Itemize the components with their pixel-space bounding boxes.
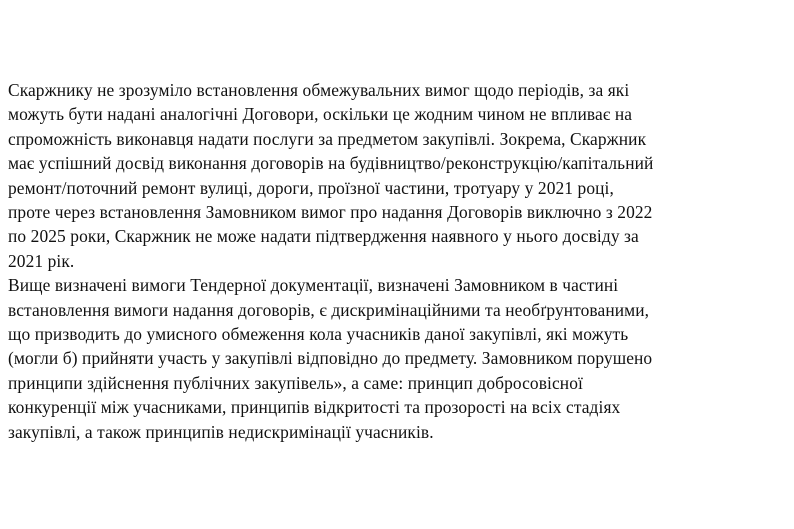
text-line: можуть бути надані аналогічні Договори, оскільки це жодним чином не впливає на (8, 104, 633, 125)
text-line: закупівлі, а також принципів недискримінації учасників. (8, 421, 434, 442)
text-line: по 2025 роки, Скаржник не може надати підтвердження наявного у нього досвіду за (8, 226, 639, 247)
text-line: встановлення вимоги надання договорів, є дискримінаційними та необґрунтованими, (8, 299, 650, 320)
text-line: (могли б) прийняти участь у закупівлі відповідно до предмету. Замовником порушено (8, 348, 653, 369)
text-line: Скаржнику не зрозуміло встановлення обмежувальних вимог щодо періодів, за які (8, 80, 630, 100)
document-body (8, 78, 786, 444)
paragraph-2 (8, 273, 786, 444)
text-line: Вище визначені вимоги Тендерної документації, визначені Замовником в частині (8, 275, 619, 296)
text-line: ремонт/поточний ремонт вулиці, дороги, проїзної частини, тротуару у 2021 році, (8, 177, 614, 198)
text-line: має успішний досвід виконання договорів на будівництво/реконструкцію/капітальний (8, 153, 654, 174)
text-line: що призводить до умисного обмеження кола учасників даної закупівлі, які можуть (8, 324, 629, 345)
text-line: конкуренції між учасниками, принципів відкритості та прозорості на всіх стадіях (8, 397, 621, 418)
text-line: спроможність виконавця надати послуги за предметом закупівлі. Зокрема, Скаржник (8, 128, 647, 149)
text-line: проте через встановлення Замовником вимог про надання Договорів виключно з 2022 (8, 202, 653, 223)
text-line: принципи здійснення публічних закупівель», а саме: принцип добросовісної (8, 372, 583, 393)
paragraph-1 (8, 78, 786, 273)
text-line: 2021 рік. (8, 250, 75, 271)
